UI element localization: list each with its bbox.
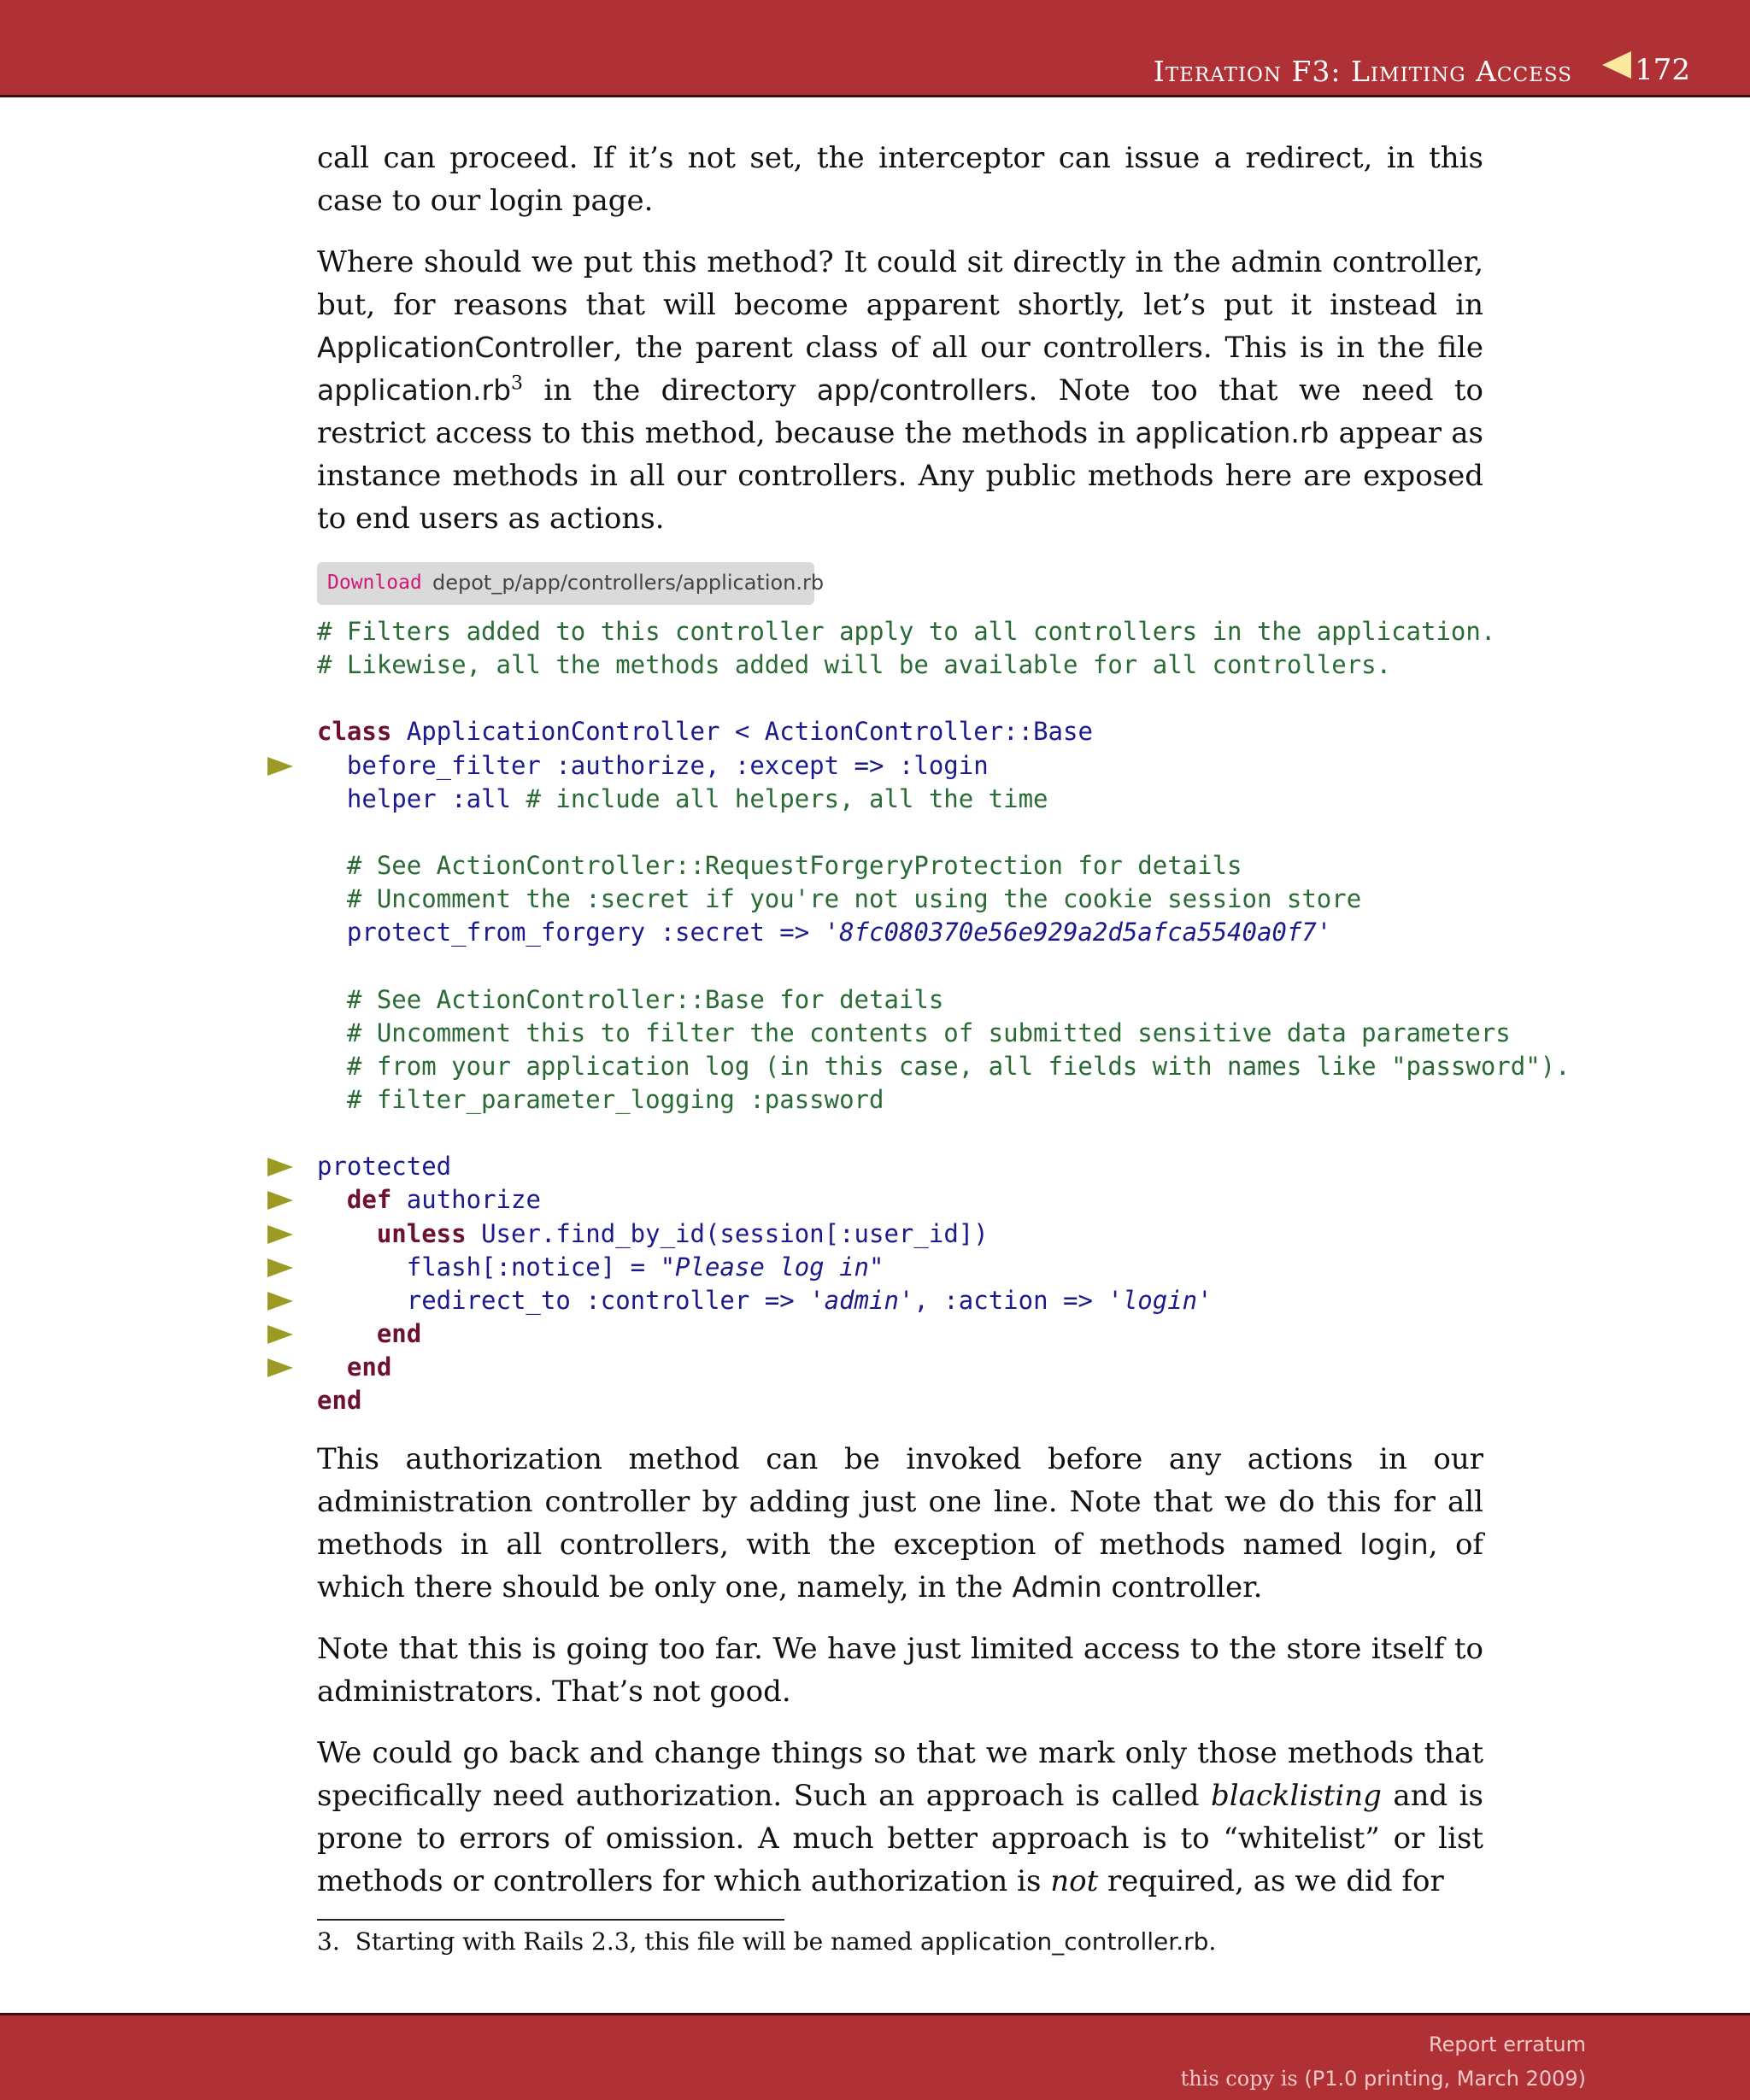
paragraph-1: call can proceed. If it’s not set, the interceptor can issue a redirect, in this case to our login page. xyxy=(317,141,1483,218)
file-name-ref-2: application.rb xyxy=(1135,416,1330,449)
main-text-bottom xyxy=(317,1438,1483,1921)
code-line: end xyxy=(317,1386,362,1416)
code-line: class ApplicationController < ActionController::Base xyxy=(317,717,1093,747)
class-name-ref: ApplicationController xyxy=(317,331,614,364)
previous-page-arrow-icon[interactable] xyxy=(1602,51,1631,79)
code-line: # from your application log (in this case, all fields with names like "password"). xyxy=(317,1051,1571,1081)
code-line: before_filter :authorize, :except => :login xyxy=(317,749,1571,783)
code-line-blank xyxy=(317,816,1571,849)
code-line: def authorize xyxy=(317,1183,1571,1217)
directory-ref: app/controllers xyxy=(816,373,1029,407)
changed-line-marker-icon xyxy=(267,1292,293,1311)
code-listing xyxy=(317,615,1571,1417)
paragraph-4: Note that this is going too far. We have just limited access to the store itself to administrators. That’s not good. xyxy=(317,1632,1483,1709)
controller-name-ref: Admin xyxy=(1012,1570,1102,1604)
code-line: end xyxy=(317,1351,1571,1384)
page-number: 172 xyxy=(1635,53,1690,87)
file-name-ref: application.rb xyxy=(317,373,512,407)
page-footer xyxy=(0,2013,1750,2100)
code-line: # See ActionController::Base for details xyxy=(317,984,944,1014)
code-line: # Uncomment this to filter the contents of submitted sensitive data parameters xyxy=(317,1018,1511,1047)
changed-line-marker-icon xyxy=(267,1258,293,1277)
code-line: protect_from_forgery :secret => '8fc080370e56e929a2d5afca5540a0f7' xyxy=(317,918,1332,947)
main-text-top xyxy=(317,137,1483,559)
code-line-blank xyxy=(317,949,1571,983)
code-line: # Likewise, all the methods added will be available for all controllers. xyxy=(317,650,1392,680)
paragraph-5: We could go back and change things so that we mark only those methods that specifically need authorization. Such an approach is called blacklisting and is prone to errors of omission. A much better approach is to “whitelist” or list methods or controllers for which authorization is not required, as we did for xyxy=(317,1736,1483,1898)
code-line: unless User.find_by_id(session[:user_id]) xyxy=(317,1217,1571,1251)
code-line: redirect_to :controller => 'admin', :action => 'login' xyxy=(317,1284,1571,1317)
code-line: # See ActionController::RequestForgeryProtection for details xyxy=(317,850,1242,880)
code-line: # Filters added to this controller apply to all controllers in the application. xyxy=(317,617,1496,646)
changed-line-marker-icon xyxy=(267,1325,293,1344)
paragraph-2: Where should we put this method? It could sit directly in the admin controller, but, for reasons that will become apparent shortly, let’s put it instead in ApplicationController, the parent class of all our controllers. This is in the file $application.rb^3$ in the directory app/controllers. Note too that we need to restrict access to this method, because the methods in application.rb appear as instance methods in all our controllers. Any public methods here are exposed to end users as actions. xyxy=(317,245,1484,536)
file-name-ref: application_controller.rb xyxy=(919,1927,1209,1956)
method-name-ref: login xyxy=(1359,1528,1429,1561)
running-title: Iteration F3: Limiting Access xyxy=(1153,55,1572,88)
code-line: # filter_parameter_logging :password xyxy=(317,1084,884,1114)
changed-line-marker-icon xyxy=(267,1225,293,1244)
footnote-ref[interactable]: 3 xyxy=(511,372,524,395)
copy-info: this copy is (P1.0 printing, March 2009) xyxy=(1180,2067,1586,2091)
changed-line-marker-icon xyxy=(267,757,293,776)
code-line: end xyxy=(317,1317,1571,1351)
changed-line-marker-icon xyxy=(267,1158,293,1176)
download-bar xyxy=(317,562,825,605)
changed-line-marker-icon xyxy=(267,1358,293,1377)
page-header xyxy=(0,0,1750,97)
download-link[interactable]: Download xyxy=(327,572,422,594)
changed-line-marker-icon xyxy=(267,1191,293,1210)
footnote-divider xyxy=(317,1919,784,1921)
footnote: 3. Starting with Rails 2.3, this file will be named application_controller.rb. xyxy=(317,1927,1217,1956)
code-line: protected xyxy=(317,1150,1571,1183)
code-line-blank xyxy=(317,1117,1571,1150)
code-line: helper :all # include all helpers, all the time xyxy=(317,783,1048,813)
download-path[interactable]: depot_p/app/controllers/application.rb xyxy=(432,571,825,595)
paragraph-3: This authorization method can be invoked before any actions in our administration controller by adding just one line. Note that we do this for all methods in all controllers, with the exception of methods named login, of which there should be only one, namely, in the Admin controller. xyxy=(317,1442,1483,1604)
code-line-blank xyxy=(317,682,1571,715)
report-erratum-link[interactable]: Report erratum xyxy=(1429,2033,1586,2056)
code-line: # Uncomment the :secret if you're not using the cookie session store xyxy=(317,884,1362,914)
code-line: flash[:notice] = "Please log in" xyxy=(317,1251,1571,1284)
